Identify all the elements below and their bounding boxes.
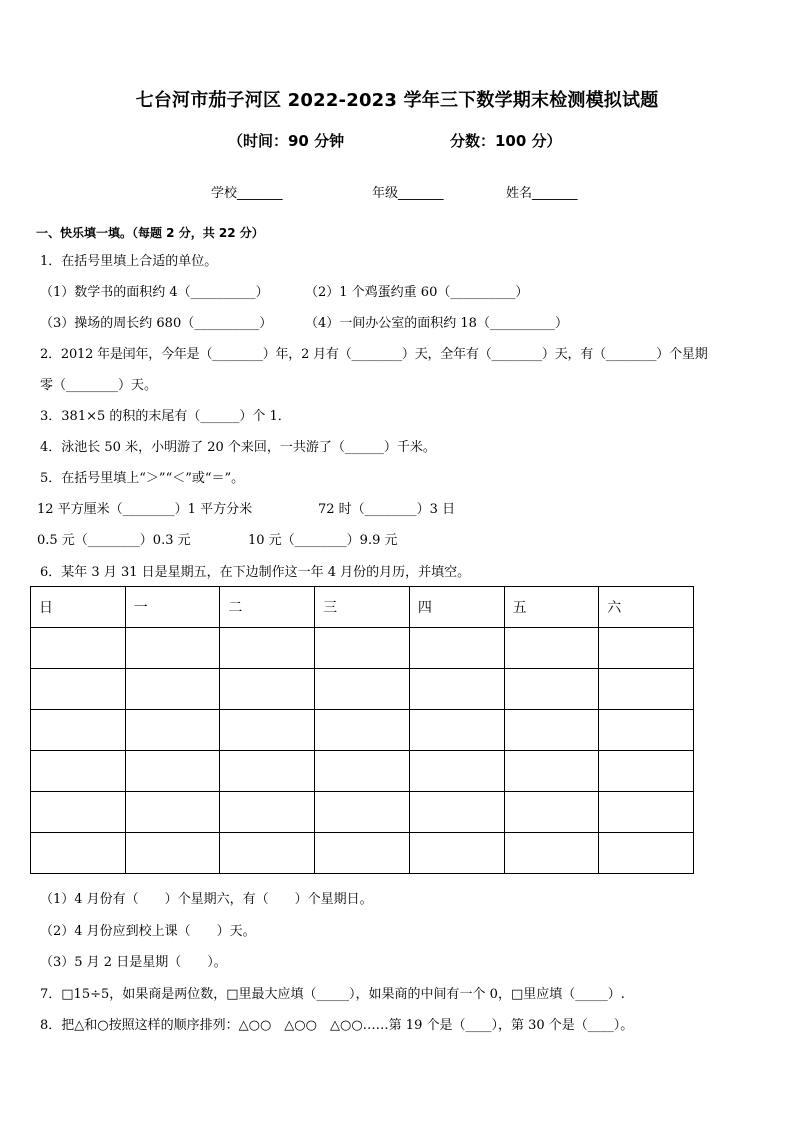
calendar-cell[interactable]: [125, 833, 220, 874]
question-1-part-3: （3）操场的周长约 680（__________）: [40, 316, 273, 331]
question-1-part-2: （2）1 个鸡蛋约重 60（__________）: [305, 285, 529, 300]
calendar-cell[interactable]: [599, 710, 694, 751]
page-title: 七台河市茄子河区 2022-2023 学年三下数学期末检测模拟试题: [135, 90, 659, 111]
weekday-sun: 日: [31, 587, 126, 628]
calendar-cell[interactable]: [125, 628, 220, 669]
calendar-row: [31, 751, 694, 792]
calendar-cell[interactable]: [315, 710, 410, 751]
question-4: 4．泳池长 50 米，小明游了 20 个来回，一共游了（______）千米。: [40, 440, 436, 455]
calendar-cell[interactable]: [220, 710, 315, 751]
calendar-cell[interactable]: [220, 669, 315, 710]
calendar-cell[interactable]: [220, 792, 315, 833]
question-5-part-3: 0.5 元（________）0.3 元: [37, 533, 191, 548]
calendar-cell[interactable]: [315, 792, 410, 833]
calendar-cell[interactable]: [504, 833, 599, 874]
calendar-cell[interactable]: [125, 751, 220, 792]
calendar-row: [31, 628, 694, 669]
weekday-fri: 五: [504, 587, 599, 628]
calendar-cell[interactable]: [31, 710, 126, 751]
calendar-row: [31, 710, 694, 751]
calendar-cell[interactable]: [599, 751, 694, 792]
section-heading: 一、快乐填一填。（每题 2 分，共 22 分）: [36, 226, 264, 240]
calendar-cell[interactable]: [31, 833, 126, 874]
calendar-cell[interactable]: [315, 833, 410, 874]
calendar-cell[interactable]: [409, 751, 504, 792]
calendar-cell[interactable]: [31, 628, 126, 669]
question-6-stem: 6．某年 3 月 31 日是星期五，在下边制作这一年 4 月份的月历，并填空。: [40, 565, 471, 580]
calendar-cell[interactable]: [599, 833, 694, 874]
weekday-tue: 二: [220, 587, 315, 628]
question-1-stem: 1．在括号里填上合适的单位。: [40, 254, 218, 269]
calendar-cell[interactable]: [409, 792, 504, 833]
question-5-part-4: 10 元（________）9.9 元: [248, 533, 398, 548]
name-field: 姓名_______: [506, 186, 578, 201]
question-1-part-1: （1）数学书的面积约 4（__________）: [40, 285, 269, 300]
calendar-row: [31, 833, 694, 874]
calendar-cell[interactable]: [315, 669, 410, 710]
weekday-sat: 六: [599, 587, 694, 628]
calendar-cell[interactable]: [125, 710, 220, 751]
weekday-wed: 三: [315, 587, 410, 628]
calendar-cell[interactable]: [504, 628, 599, 669]
calendar-cell[interactable]: [31, 751, 126, 792]
question-2-line-1: 2．2012 年是闰年，今年是（________）年，2 月有（________）天，全年有（________）天，有（________）个星期: [40, 347, 708, 362]
calendar-cell[interactable]: [31, 669, 126, 710]
question-5-part-2: 72 时（________）3 日: [318, 502, 456, 517]
question-5-stem: 5．在括号里填上“＞”“＜”或“＝”。: [40, 471, 245, 486]
calendar-cell[interactable]: [409, 710, 504, 751]
calendar-cell[interactable]: [220, 751, 315, 792]
calendar-table: [30, 586, 694, 874]
question-3: 3．381×5 的积的末尾有（______）个 1．: [40, 409, 291, 424]
calendar-cell[interactable]: [599, 628, 694, 669]
exam-score: 分数：100 分）: [450, 132, 562, 150]
calendar-cell[interactable]: [599, 669, 694, 710]
question-2-line-2: 零（________）天。: [40, 378, 158, 393]
weekday-mon: 一: [125, 587, 220, 628]
calendar-header-row: [31, 587, 694, 628]
calendar-cell[interactable]: [409, 628, 504, 669]
school-field: 学校_______: [211, 186, 283, 201]
calendar-cell[interactable]: [504, 792, 599, 833]
question-6-sub-3: （3）5 月 2 日是星期（ ）。: [40, 955, 227, 970]
question-6-sub-2: （2）4 月份应到校上课（ ）天。: [40, 924, 256, 939]
question-1-part-4: （4）一间办公室的面积约 18（__________）: [305, 316, 568, 331]
calendar-cell[interactable]: [315, 628, 410, 669]
calendar-cell[interactable]: [31, 792, 126, 833]
calendar-cell[interactable]: [409, 833, 504, 874]
exam-time: （时间：90 分钟: [228, 132, 345, 150]
calendar-cell[interactable]: [220, 628, 315, 669]
question-5-part-1: 12 平方厘米（________）1 平方分米: [37, 502, 253, 517]
grade-field: 年级_______: [372, 186, 444, 201]
calendar-cell[interactable]: [504, 669, 599, 710]
calendar-cell[interactable]: [220, 833, 315, 874]
calendar-cell[interactable]: [599, 792, 694, 833]
calendar-cell[interactable]: [125, 669, 220, 710]
question-7: 7．□15÷5，如果商是两位数，□里最大应填（_____），如果商的中间有一个 0，□里应填（_____）.: [40, 987, 625, 1002]
calendar-row: [31, 669, 694, 710]
calendar-row: [31, 792, 694, 833]
calendar-cell[interactable]: [504, 710, 599, 751]
question-8: 8．把△和○按照这样的顺序排列：△○○ △○○ △○○……第 19 个是（____），第 30 个是（____）。: [40, 1018, 634, 1033]
calendar-cell[interactable]: [409, 669, 504, 710]
weekday-thu: 四: [409, 587, 504, 628]
question-6-sub-1: （1）4 月份有（ ）个星期六，有（ ）个星期日。: [40, 892, 373, 907]
calendar-cell[interactable]: [315, 751, 410, 792]
calendar-cell[interactable]: [125, 792, 220, 833]
calendar-cell[interactable]: [504, 751, 599, 792]
